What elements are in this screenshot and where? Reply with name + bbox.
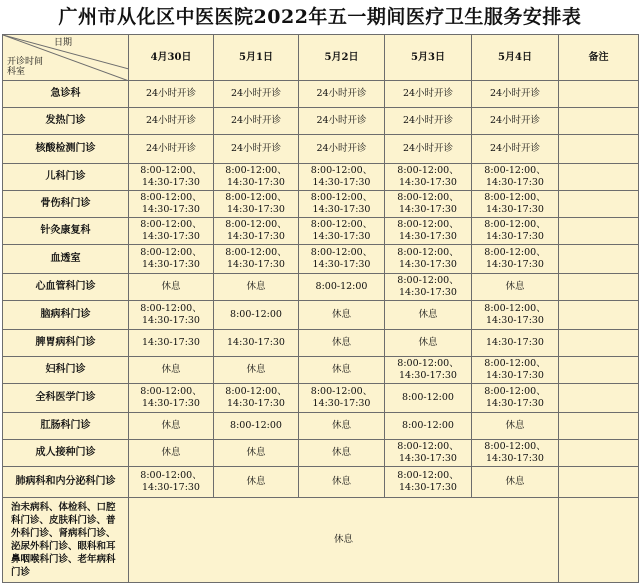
remarks-header: 备注 [559, 35, 639, 81]
table-row [3, 218, 639, 245]
remarks-cell [559, 384, 639, 413]
schedule-cell: 休息 [299, 467, 385, 498]
table-row [3, 108, 639, 135]
date-header: 4月30日 [129, 35, 214, 81]
schedule-cell: 休息 [299, 301, 385, 330]
schedule-cell: 休息 [214, 467, 299, 498]
remarks-cell [559, 274, 639, 301]
table-row [3, 467, 639, 498]
department-name: 核酸检测门诊 [3, 135, 129, 164]
schedule-cell: 8:00-12:00、 14:30-17:30 [299, 245, 385, 274]
diag-label-time: 开诊时间 [7, 57, 44, 67]
schedule-cell: 24小时开诊 [385, 81, 472, 108]
schedule-cell: 8:00-12:00、 14:30-17:30 [299, 218, 385, 245]
department-name: 儿科门诊 [3, 164, 129, 191]
schedule-cell: 8:00-12:00、 14:30-17:30 [129, 467, 214, 498]
schedule-cell: 14:30-17:30 [129, 330, 214, 357]
schedule-cell: 休息 [385, 301, 472, 330]
remarks-cell [559, 135, 639, 164]
department-name: 针灸康复科 [3, 218, 129, 245]
remarks-cell [559, 498, 639, 583]
department-name: 妇科门诊 [3, 357, 129, 384]
schedule-cell: 8:00-12:00、 14:30-17:30 [385, 274, 472, 301]
department-name: 心血管科门诊 [3, 274, 129, 301]
table-row [3, 384, 639, 413]
remarks-cell [559, 191, 639, 218]
schedule-cell: 8:00-12:00 [385, 413, 472, 440]
table-row [3, 81, 639, 108]
schedule-cell: 8:00-12:00、 14:30-17:30 [385, 191, 472, 218]
department-name-group: 治未病科、体检科、口腔科门诊、皮肤科门诊、普外科门诊、肾病科门诊、泌尿外科门诊、眼科和耳鼻咽喉科门诊、老年病科门诊 [3, 498, 129, 583]
schedule-cell: 8:00-12:00、 14:30-17:30 [214, 191, 299, 218]
schedule-cell: 8:00-12:00 [214, 413, 299, 440]
schedule-cell: 8:00-12:00、 14:30-17:30 [129, 301, 214, 330]
schedule-cell: 休息 [299, 357, 385, 384]
schedule-cell: 24小时开诊 [472, 81, 559, 108]
remarks-cell [559, 357, 639, 384]
schedule-cell: 8:00-12:00、 14:30-17:30 [472, 384, 559, 413]
department-name: 全科医学门诊 [3, 384, 129, 413]
department-name: 肛肠科门诊 [3, 413, 129, 440]
schedule-cell: 8:00-12:00、 14:30-17:30 [129, 218, 214, 245]
schedule-table [2, 34, 639, 583]
schedule-cell: 24小时开诊 [214, 135, 299, 164]
schedule-cell: 8:00-12:00、 14:30-17:30 [385, 245, 472, 274]
schedule-cell: 8:00-12:00、 14:30-17:30 [385, 440, 472, 467]
schedule-cell: 24小时开诊 [299, 81, 385, 108]
schedule-cell: 8:00-12:00、 14:30-17:30 [472, 245, 559, 274]
remarks-cell [559, 81, 639, 108]
schedule-cell: 8:00-12:00、 14:30-17:30 [129, 191, 214, 218]
schedule-cell: 休息 [129, 413, 214, 440]
schedule-cell: 8:00-12:00、 14:30-17:30 [214, 164, 299, 191]
remarks-cell [559, 245, 639, 274]
schedule-cell: 8:00-12:00、 14:30-17:30 [214, 384, 299, 413]
schedule-cell: 8:00-12:00、 14:30-17:30 [472, 301, 559, 330]
department-name: 发热门诊 [3, 108, 129, 135]
department-name: 脾胃病科门诊 [3, 330, 129, 357]
department-name: 血透室 [3, 245, 129, 274]
schedule-cell: 8:00-12:00、 14:30-17:30 [299, 384, 385, 413]
table-row [3, 440, 639, 467]
schedule-cell: 24小时开诊 [385, 135, 472, 164]
table-row [3, 301, 639, 330]
diag-label-date: 日期 [53, 38, 72, 48]
table-row [3, 357, 639, 384]
schedule-cell: 8:00-12:00、 14:30-17:30 [129, 384, 214, 413]
remarks-cell [559, 301, 639, 330]
department-name: 肺病科和内分泌科门诊 [3, 467, 129, 498]
schedule-cell: 8:00-12:00 [299, 274, 385, 301]
schedule-cell: 休息 [129, 357, 214, 384]
date-header: 5月2日 [299, 35, 385, 81]
page-title: 广州市从化区中医医院2022年五一期间医疗卫生服务安排表 [58, 6, 582, 28]
diag-label-dept: 科室 [7, 67, 26, 77]
merged-schedule-cell: 休息 [129, 498, 559, 583]
remarks-cell [559, 330, 639, 357]
department-name: 骨伤科门诊 [3, 191, 129, 218]
schedule-cell: 24小时开诊 [129, 108, 214, 135]
schedule-cell: 休息 [214, 274, 299, 301]
schedule-cell: 8:00-12:00 [385, 384, 472, 413]
schedule-cell: 24小时开诊 [299, 135, 385, 164]
schedule-cell: 24小时开诊 [129, 135, 214, 164]
schedule-cell: 休息 [472, 467, 559, 498]
remarks-cell [559, 164, 639, 191]
table-row [3, 245, 639, 274]
department-name: 急诊科 [3, 81, 129, 108]
table-row [3, 191, 639, 218]
schedule-cell: 24小时开诊 [472, 135, 559, 164]
date-header: 5月4日 [472, 35, 559, 81]
remarks-cell [559, 413, 639, 440]
table-row [3, 135, 639, 164]
header-row [3, 35, 639, 81]
schedule-cell: 8:00-12:00、 14:30-17:30 [385, 218, 472, 245]
remarks-cell [559, 218, 639, 245]
schedule-cell: 休息 [385, 330, 472, 357]
schedule-cell: 休息 [299, 413, 385, 440]
schedule-cell: 24小时开诊 [299, 108, 385, 135]
schedule-cell: 24小时开诊 [385, 108, 472, 135]
schedule-cell: 休息 [129, 440, 214, 467]
schedule-cell: 8:00-12:00、 14:30-17:30 [472, 357, 559, 384]
schedule-cell: 8:00-12:00、 14:30-17:30 [385, 164, 472, 191]
schedule-cell: 14:30-17:30 [214, 330, 299, 357]
remarks-cell [559, 467, 639, 498]
schedule-cell: 休息 [214, 440, 299, 467]
schedule-cell: 8:00-12:00、 14:30-17:30 [472, 440, 559, 467]
date-header: 5月3日 [385, 35, 472, 81]
schedule-cell: 8:00-12:00、 14:30-17:30 [299, 164, 385, 191]
schedule-cell: 24小时开诊 [129, 81, 214, 108]
table-row [3, 164, 639, 191]
schedule-cell: 8:00-12:00、 14:30-17:30 [129, 164, 214, 191]
schedule-cell: 14:30-17:30 [472, 330, 559, 357]
table-row [3, 274, 639, 301]
department-name: 脑病科门诊 [3, 301, 129, 330]
schedule-cell: 24小时开诊 [214, 108, 299, 135]
table-row-last [3, 498, 639, 583]
table-row [3, 330, 639, 357]
schedule-cell: 8:00-12:00、 14:30-17:30 [472, 164, 559, 191]
schedule-cell: 休息 [299, 440, 385, 467]
schedule-cell: 24小时开诊 [472, 108, 559, 135]
remarks-cell [559, 440, 639, 467]
table-row [3, 413, 639, 440]
remarks-cell [559, 108, 639, 135]
date-header: 5月1日 [214, 35, 299, 81]
schedule-cell: 8:00-12:00、 14:30-17:30 [214, 218, 299, 245]
schedule-cell: 8:00-12:00、 14:30-17:30 [385, 467, 472, 498]
schedule-cell: 8:00-12:00 [214, 301, 299, 330]
schedule-cell: 休息 [472, 413, 559, 440]
schedule-cell: 8:00-12:00、 14:30-17:30 [472, 191, 559, 218]
schedule-cell: 8:00-12:00、 14:30-17:30 [129, 245, 214, 274]
schedule-cell: 24小时开诊 [214, 81, 299, 108]
schedule-cell: 8:00-12:00、 14:30-17:30 [472, 218, 559, 245]
schedule-cell: 8:00-12:00、 14:30-17:30 [299, 191, 385, 218]
diagonal-header-cell [3, 35, 129, 81]
department-name: 成人接种门诊 [3, 440, 129, 467]
schedule-cell: 8:00-12:00、 14:30-17:30 [385, 357, 472, 384]
schedule-cell: 休息 [299, 330, 385, 357]
schedule-cell: 休息 [214, 357, 299, 384]
schedule-cell: 8:00-12:00、 14:30-17:30 [214, 245, 299, 274]
schedule-cell: 休息 [129, 274, 214, 301]
schedule-cell: 休息 [472, 274, 559, 301]
